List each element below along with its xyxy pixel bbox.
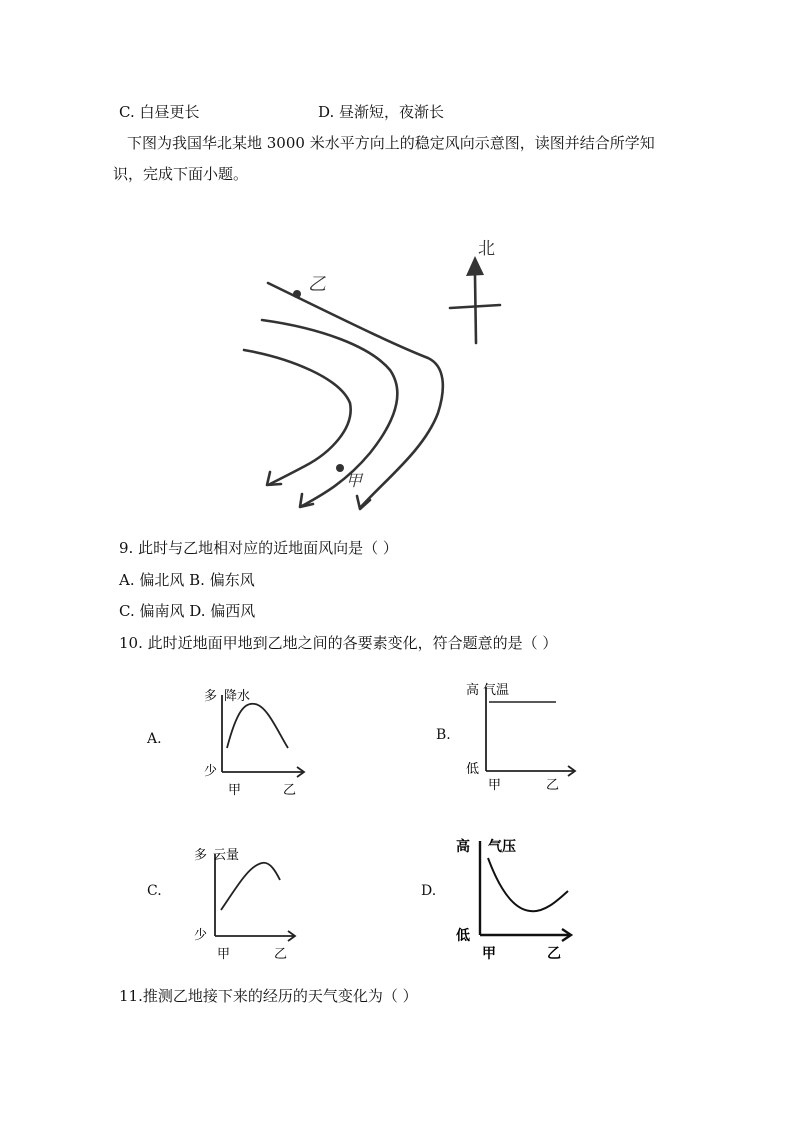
q9-options-row-2: C. 偏南风 D. 偏西风 bbox=[119, 602, 256, 620]
graph-d-x2: 乙 bbox=[547, 946, 561, 962]
graph-b-high: 高 bbox=[466, 683, 480, 698]
graph-d-high: 高 bbox=[456, 839, 470, 855]
graph-b-title: 气温 bbox=[483, 683, 510, 698]
graph-c-curve bbox=[221, 863, 280, 910]
graph-c-letter: C. bbox=[147, 883, 162, 899]
intro-line-1: 下图为我国华北某地 3000 米水平方向上的稳定风向示意图，读图并结合所学知 bbox=[127, 134, 655, 152]
graph-b-low: 低 bbox=[466, 762, 480, 777]
graph-d-curve bbox=[488, 858, 568, 911]
compass-horizontal bbox=[450, 305, 500, 308]
graph-a-x1: 甲 bbox=[228, 783, 242, 798]
graph-d-x1: 甲 bbox=[482, 946, 496, 962]
graph-b-letter: B. bbox=[436, 727, 451, 743]
graph-b-x1: 甲 bbox=[488, 778, 502, 793]
graph-d-title: 气压 bbox=[488, 839, 516, 855]
graph-a-title: 降水 bbox=[224, 689, 251, 704]
compass-vertical bbox=[475, 276, 476, 343]
graph-d-letter: D. bbox=[421, 883, 437, 899]
q9-options-row-1: A. 偏北风 B. 偏东风 bbox=[119, 571, 255, 589]
point-jia-label: 甲 bbox=[346, 471, 363, 490]
point-jia-dot bbox=[336, 464, 344, 472]
graph-a-x2: 乙 bbox=[283, 783, 297, 798]
graph-d bbox=[452, 833, 577, 963]
graph-d-low: 低 bbox=[456, 928, 470, 944]
q10-stem: 10. 此时近地面甲地到乙地之间的各要素变化，符合题意的是（ ） bbox=[119, 634, 558, 652]
q8-option-d: D. 昼渐短，夜渐长 bbox=[318, 103, 445, 121]
graph-c-high: 多 bbox=[194, 848, 208, 863]
graph-b bbox=[462, 677, 582, 797]
intro-line-2: 识，完成下面小题。 bbox=[113, 165, 249, 183]
graph-a-low: 少 bbox=[204, 764, 218, 779]
graph-a-curve bbox=[227, 704, 288, 748]
graph-c-x1: 甲 bbox=[217, 947, 231, 962]
graph-a-high: 多 bbox=[204, 689, 218, 704]
graph-a-letter: A. bbox=[147, 731, 162, 747]
graph-c-x2: 乙 bbox=[274, 947, 288, 962]
north-label: 北 bbox=[478, 239, 495, 259]
q8-option-c: C. 白昼更长 bbox=[119, 103, 200, 121]
q11-stem: 11.推测乙地接下来的经历的天气变化为（ ） bbox=[119, 987, 418, 1005]
streamline-inner bbox=[244, 350, 351, 484]
north-arrow-icon bbox=[466, 256, 484, 276]
q9-stem: 9. 此时与乙地相对应的近地面风向是（ ） bbox=[119, 539, 398, 557]
graph-c bbox=[190, 840, 310, 965]
graph-b-x2: 乙 bbox=[546, 778, 560, 793]
graph-c-title: 云量 bbox=[213, 848, 240, 863]
point-yi-label: 乙 bbox=[308, 274, 326, 295]
graph-c-low: 少 bbox=[194, 928, 208, 943]
graph-a bbox=[195, 680, 315, 800]
wind-diagram-svg bbox=[210, 228, 510, 518]
wind-direction-diagram bbox=[210, 228, 510, 518]
point-yi-dot bbox=[293, 290, 301, 298]
